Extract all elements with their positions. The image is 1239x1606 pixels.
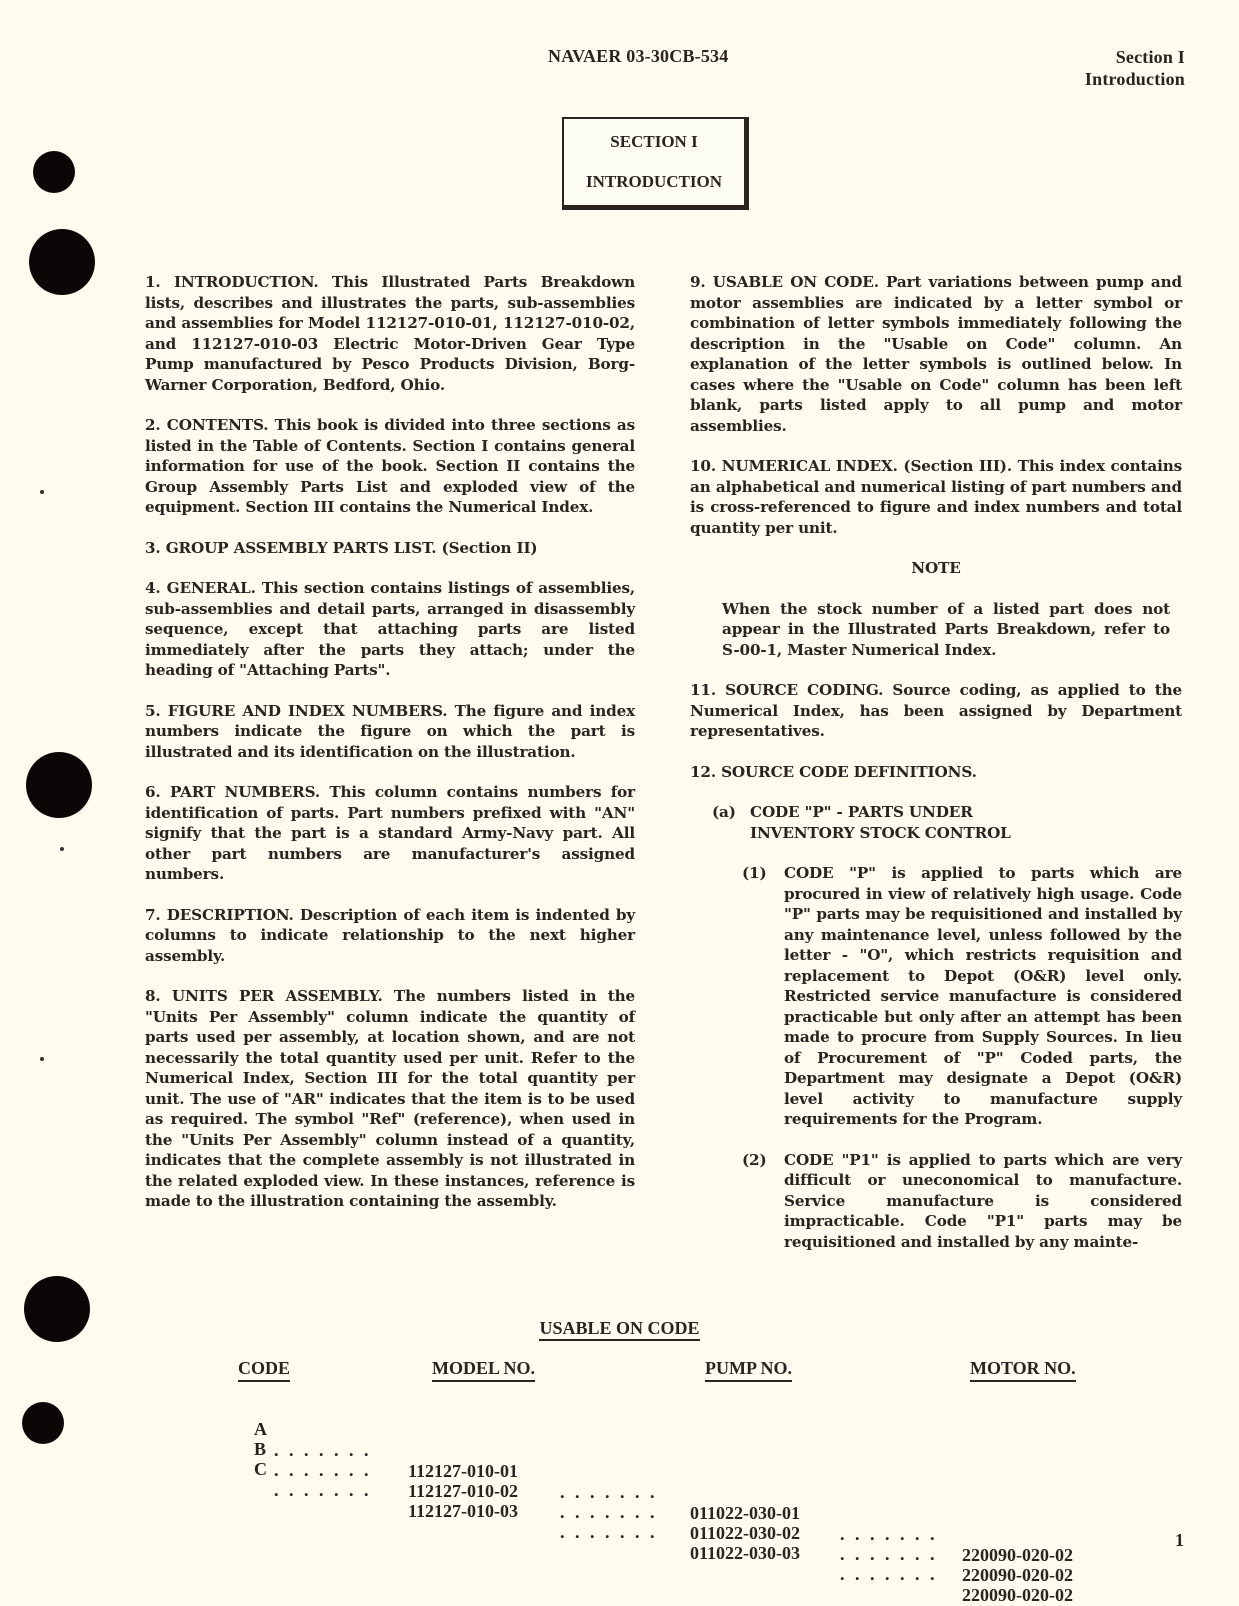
subsection-title: CODE "P" - PARTS UNDER INVENTORY STOCK CONTROL — [750, 803, 1011, 842]
leader-dots: . . . . . . . — [840, 1544, 938, 1564]
leader-dots: . . . . . . . — [274, 1460, 372, 1480]
paragraph-source-coding: 11. SOURCE CODING. Source coding, as applied to the Numerical Index, has been assigned by Department representatives. — [690, 681, 1182, 740]
punch-hole — [26, 752, 92, 818]
cell-model: 112127-010-03 — [408, 1501, 518, 1521]
section-title-box — [562, 117, 749, 210]
cell-code: C — [254, 1459, 267, 1479]
leader-dots: . . . . . . . — [274, 1440, 372, 1460]
leader-dots: . . . . . . . — [274, 1480, 372, 1500]
page-number: 1 — [1175, 1530, 1184, 1550]
paragraph-figure-index-numbers: 5. FIGURE AND INDEX NUMBERS. The figure and index numbers indicate the figure on which the part is illustrated and its identification on the illustration. — [145, 701, 635, 761]
paragraph-general: 4. GENERAL. This section contains listings of assemblies, sub-assemblies and detail parts, arranged in disassembly sequence, except that attaching parts are listed immediately after the parts they attach; under the heading of "Attaching Parts". — [145, 579, 635, 679]
leader-dots: . . . . . . . — [840, 1524, 938, 1544]
leader-dots: . . . . . . . — [560, 1482, 658, 1502]
punch-hole — [29, 229, 95, 295]
speck — [40, 490, 44, 494]
running-section-header — [1085, 46, 1185, 90]
cell-motor: 220090-020-02 — [962, 1565, 1073, 1585]
cell-pump: 011022-030-03 — [690, 1543, 800, 1563]
leader-dots: . . . . . . . — [560, 1502, 658, 1522]
paragraph-contents: 2. CONTENTS. This book is divided into three sections as listed in the Table of Contents. Section I contains general information for use of the book. Section II contains the Group Assembly Parts List and exploded view of the equipment. Section III contains the Numerical Index. — [145, 416, 635, 516]
document-id: NAVAER 03-30CB-534 — [548, 46, 729, 66]
item-label: (2) — [742, 1150, 767, 1169]
punch-hole — [33, 151, 75, 193]
table-title: USABLE ON CODE — [0, 1318, 1239, 1339]
column-header-pump: PUMP NO. — [705, 1358, 792, 1379]
definition-item-2 — [742, 1150, 1182, 1253]
note-body: When the stock number of a listed part does not appear in the Illustrated Parts Breakdown, refer to S-00-1, Master Numerical Index. — [722, 599, 1170, 659]
cell-model: 112127-010-01 — [408, 1461, 518, 1481]
note-heading: NOTE — [911, 559, 961, 577]
leader-dots: . . . . . . . — [560, 1522, 658, 1542]
section-name: Introduction — [1084, 69, 1185, 89]
cell-code: A — [254, 1419, 267, 1439]
paragraph-usable-on-code: 9. USABLE ON CODE. Part variations between pump and motor assemblies are indicated by a letter symbol or combination of letter symbols immediately following the description in the "Usable on Code" column. An explanation of the letter symbols is outlined below. In cases where the "Usable on Code" column has been left blank, parts listed apply to all pump and motor assemblies. — [690, 273, 1182, 435]
item-text: CODE "P" is applied to parts which are procured in view of relatively high usage. Code "P" parts may be requisitioned and installed by any maintenance level, unless followed by the letter - "O", which restricts requisition and replacement to Depot (O&R) level only. Restricted service manufacture is considered practicable but only after an attempt has been made to procure from Supply Sources. In lieu of Procurement of "P" Coded parts, the Department may designate a Depot (O&R) level activity to manufacture supply requirements for the Program. — [784, 864, 1182, 1128]
paragraph-introduction: 1. INTRODUCTION. This Illustrated Parts Breakdown lists, describes and illustrates the parts, sub-assemblies and assemblies for Model 112127-010-01, 112127-010-02, and 112127-010-03 Electric Motor-Driven Gear Type Pump manufactured by Pesco Products Division, Borg-Warner Corporation, Bedford, Ohio. — [145, 273, 635, 394]
item-text: CODE "P1" is applied to parts which are very difficult or uneconomical to manufacture. Service manufacture is considered impracticable. Code "P1" parts may be requisitioned and installed by any mainte- — [784, 1150, 1182, 1251]
section-title-line2: INTRODUCTION — [585, 172, 723, 191]
subsection-code-p — [712, 802, 1182, 843]
cell-motor: 220090-020-02 — [962, 1545, 1073, 1565]
section-title-line1: SECTION I — [610, 132, 698, 151]
punch-hole — [22, 1402, 64, 1444]
section-number: Section I — [1115, 47, 1185, 67]
cell-pump: 011022-030-01 — [690, 1503, 800, 1523]
column-header-code: CODE — [238, 1358, 290, 1379]
cell-motor: 220090-020-02 — [962, 1585, 1073, 1605]
item-label: (1) — [742, 864, 767, 882]
leader-dots: . . . . . . . — [840, 1564, 938, 1584]
definition-item-1 — [742, 863, 1182, 1130]
paragraph-description: 7. DESCRIPTION. Description of each item is indented by columns to indicate relationship to the next higher assembly. — [145, 905, 635, 965]
cell-pump: 011022-030-02 — [690, 1523, 800, 1543]
left-column — [145, 272, 635, 1232]
cell-code: B — [254, 1439, 267, 1459]
speck — [40, 1057, 44, 1061]
paragraph-numerical-index: 10. NUMERICAL INDEX. (Section III). This index contains an alphabetical and numerical listing of part numbers and is cross-referenced to figure and index numbers and total quantity per unit. — [690, 457, 1182, 537]
speck — [60, 847, 64, 851]
paragraph-units-per-assembly: 8. UNITS PER ASSEMBLY. The numbers listed in the "Units Per Assembly" column indicate the quantity of parts used per assembly, at location shown, and are not necessarily the total quantity used per unit. Refer to the Numerical Index, Section III for the total quantity per unit. The use of "AR" indicates that the item is to be used as required. The symbol "Ref" (reference), when used in the "Units Per Assembly" column instead of a quantity, indicates that the complete assembly is not illustrated in the related exploded view. In these instances, reference is made to the illustration containing the assembly. — [145, 987, 635, 1210]
subsection-label: (a) — [712, 803, 736, 821]
paragraph-source-code-definitions: 12. SOURCE CODE DEFINITIONS. — [690, 762, 977, 781]
right-column — [690, 272, 1182, 1272]
column-header-model: MODEL NO. — [432, 1358, 535, 1379]
paragraph-part-numbers: 6. PART NUMBERS. This column contains numbers for identification of parts. Part numbers prefixed with "AN" signify that the part is a standard Army-Navy part. All other part numbers are manufacturer's assigned numbers. — [145, 783, 635, 883]
cell-model: 112127-010-02 — [408, 1481, 518, 1501]
column-header-motor: MOTOR NO. — [970, 1358, 1076, 1379]
paragraph-group-assembly-parts-list: 3. GROUP ASSEMBLY PARTS LIST. (Section II) — [145, 538, 538, 557]
